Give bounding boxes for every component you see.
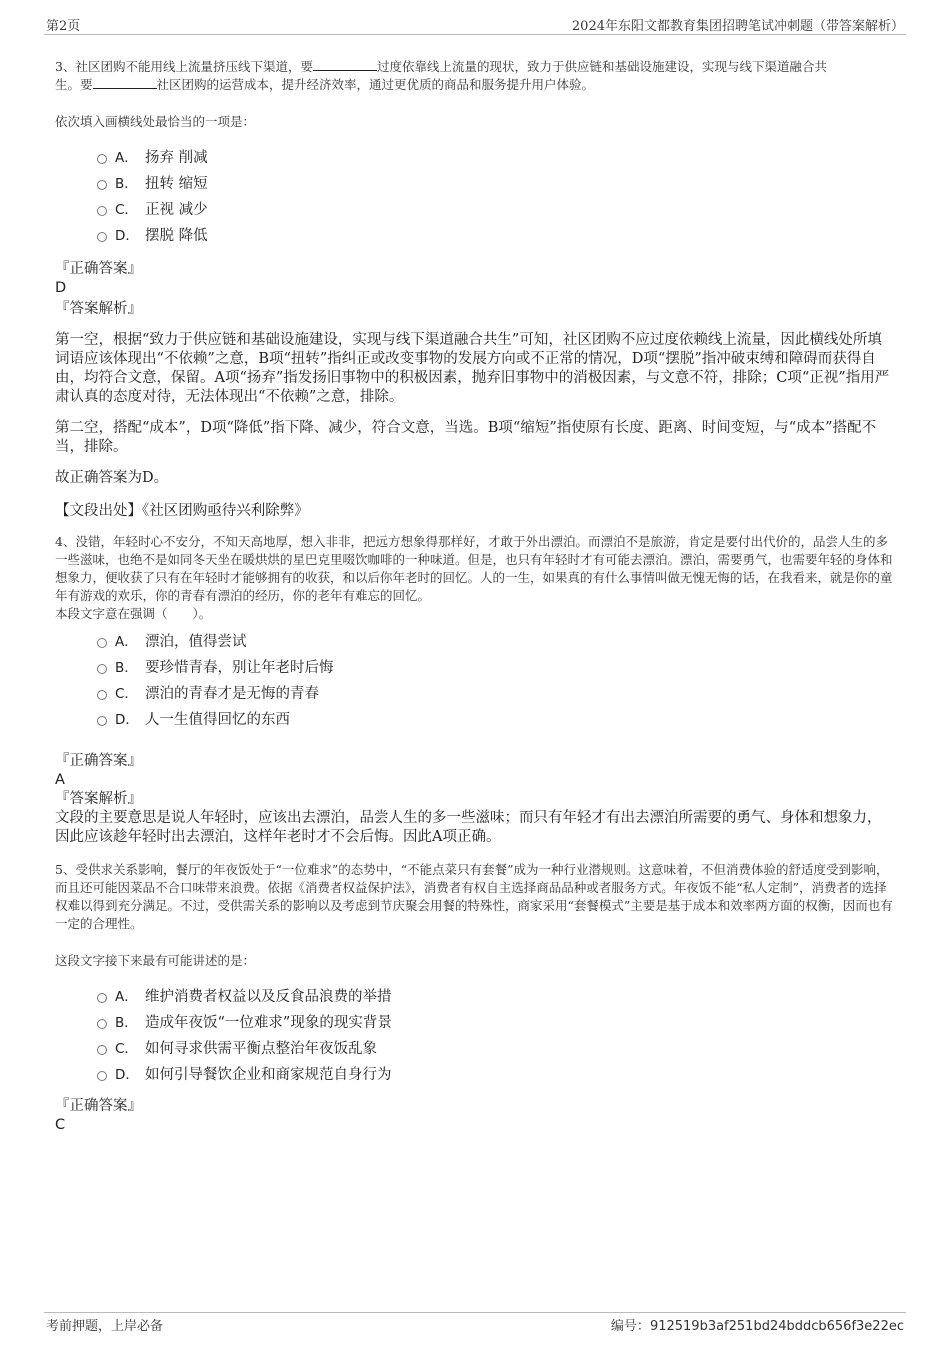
fill-blank-1 [313, 58, 377, 71]
page-content [55, 58, 893, 1134]
page-footer [44, 1312, 906, 1337]
option-d[interactable]: D． 人一生值得回忆的东西 [55, 707, 893, 733]
question-4 [55, 533, 893, 847]
document-title: 2024年东阳文都教育集团招聘笔试冲刺题（带答案解析） [571, 19, 904, 34]
fill-blank-2 [93, 76, 157, 89]
radio-button[interactable] [97, 1045, 107, 1055]
option-a[interactable]: A． 维护消费者权益以及反食品浪费的举措 [55, 984, 893, 1010]
correct-answer: C [55, 1117, 66, 1133]
question-3-stem: 3、社区团购不能用线上流量挤压线下渠道，要 过度依靠线上流量的现状，致力于供应链和基础设施建设，实现与线下渠道融合共 生。要 社区团购的运营成本，提升经济效率，通过更优质的商品和服务提升用户体验。 [55, 59, 827, 92]
correct-answer: A [55, 772, 65, 788]
analysis-paragraph-1: 第一空，根据“致力于供应链和基础设施建设，实现与线下渠道融合共生”可知，社区团购不应过度依赖线上流量，因此横线处所填词语应该体现出“不依赖”之意，B项“扭转”指纠正或改变事物的发展方向或不正常的情况，D项“摆脱”指冲破束缚和障碍而获得自由，均符合文意，保留。A项“扬弃”指发扬旧事物中的积极因素，抛弃旧事物中的消极因素，与文意不符，排除；C项“正视”指用严肃认真的态度对待，无法体现出“不依赖”之意，排除。 [55, 332, 890, 405]
answer-tag: 『正确答案』 [55, 1098, 142, 1114]
question-4-stem: 4、没错，年轻时心不安分，不知天高地厚，想入非非，把远方想象得那样好，才敢于外出漂泊。而漂泊不是旅游，肯定是要付出代价的，品尝人生的多一些滋味，也绝不是如同冬天坐在暖烘烘的星巴克里啜饮咖啡的一种味道。但是，也只有年轻时才有可能去漂泊。漂泊，需要勇气，也需要年轻的身体和想象力，便收获了只有在年轻时才能够拥有的收获，和以后你年老时的回忆。人的一生，如果真的有什么事情叫做无愧无悔的话，在我看来，就是你的童年有游戏的欢乐，你的青春有漂泊的经历，你的老年有难忘的回忆。 [55, 534, 893, 603]
question-5-prompt: 这段文字接下来最有可能讲述的是： [55, 953, 256, 968]
option-b[interactable]: B． 造成年夜饭“一位难求”现象的现实背景 [55, 1010, 893, 1036]
answer-tag: 『正确答案』 [55, 753, 142, 769]
source-citation: 【文段出处】《社区团购亟待兴利除弊》 [55, 503, 309, 519]
answer-tag: 『正确答案』 [55, 261, 142, 277]
option-b[interactable]: B． 扭转 缩短 [55, 171, 893, 197]
radio-button[interactable] [97, 1019, 107, 1029]
radio-button[interactable] [97, 206, 107, 216]
page-number: 第2页 [46, 19, 81, 34]
question-4-options [55, 629, 893, 733]
question-5 [55, 861, 893, 1134]
question-3-options [55, 145, 893, 249]
analysis-tag: 『答案解析』 [55, 791, 142, 807]
option-c[interactable]: C． 正视 减少 [55, 197, 893, 223]
radio-button[interactable] [97, 993, 107, 1003]
analysis-tag: 『答案解析』 [55, 301, 142, 317]
analysis-conclusion: 故正确答案为D。 [55, 470, 169, 486]
option-d[interactable]: D． 摆脱 降低 [55, 223, 893, 249]
question-3-prompt: 依次填入画横线处最恰当的一项是： [55, 114, 256, 129]
radio-button[interactable] [97, 664, 107, 674]
option-c[interactable]: C． 如何寻求供需平衡点整治年夜饭乱象 [55, 1036, 893, 1062]
radio-button[interactable] [97, 638, 107, 648]
radio-button[interactable] [97, 690, 107, 700]
question-5-options [55, 984, 893, 1088]
footer-slogan: 考前押题，上岸必备 [46, 1319, 164, 1334]
radio-button[interactable] [97, 716, 107, 726]
radio-button[interactable] [97, 1071, 107, 1081]
question-4-prompt: 本段文字意在强调（ ）。 [55, 606, 212, 621]
analysis-paragraph: 文段的主要意思是说人年轻时，应该出去漂泊，品尝人生的多一些滋味；而只有年轻才有出去漂泊所需要的勇气、身体和想象力，因此应该趁年轻时出去漂泊，这样年老时才不会后悔。因此A项正确。 [55, 810, 882, 845]
option-d[interactable]: D． 如何引导餐饮企业和商家规范自身行为 [55, 1062, 893, 1088]
option-b[interactable]: B． 要珍惜青春，别让年老时后悔 [55, 655, 893, 681]
radio-button[interactable] [97, 232, 107, 242]
radio-button[interactable] [97, 154, 107, 164]
option-a[interactable]: A． 漂泊，值得尝试 [55, 629, 893, 655]
option-c[interactable]: C． 漂泊的青春才是无悔的青春 [55, 681, 893, 707]
radio-button[interactable] [97, 180, 107, 190]
document-code: 编号：912519b3af251bd24bddcb656f3e22ec [610, 1319, 904, 1334]
page-header [44, 14, 906, 35]
correct-answer: D [55, 280, 67, 296]
analysis-paragraph-2: 第二空，搭配“成本”，D项“降低”指下降、减少，符合文意，当选。B项“缩短”指使原有长度、距离、时间变短，与“成本”搭配不当，排除。 [55, 420, 877, 455]
question-5-stem: 5、受供求关系影响，餐厅的年夜饭处于“一位难求”的态势中，“不能点菜只有套餐”成为一种行业潜规则。这意味着，不但消费体验的舒适度受到影响，而且还可能因菜品不合口味带来浪费。依据《消费者权益保护法》，消费者有权自主选择商品品种或者服务方式。年夜饭不能“私人定制”，消费者的选择权难以得到充分满足。不过，受供需关系的影响以及考虑到节庆聚会用餐的特殊性，商家采用“套餐模式”主要是基于成本和效率两方面的权衡，因而也有一定的合理性。 [55, 862, 893, 931]
question-3 [55, 58, 893, 521]
option-a[interactable]: A． 扬弃 削减 [55, 145, 893, 171]
